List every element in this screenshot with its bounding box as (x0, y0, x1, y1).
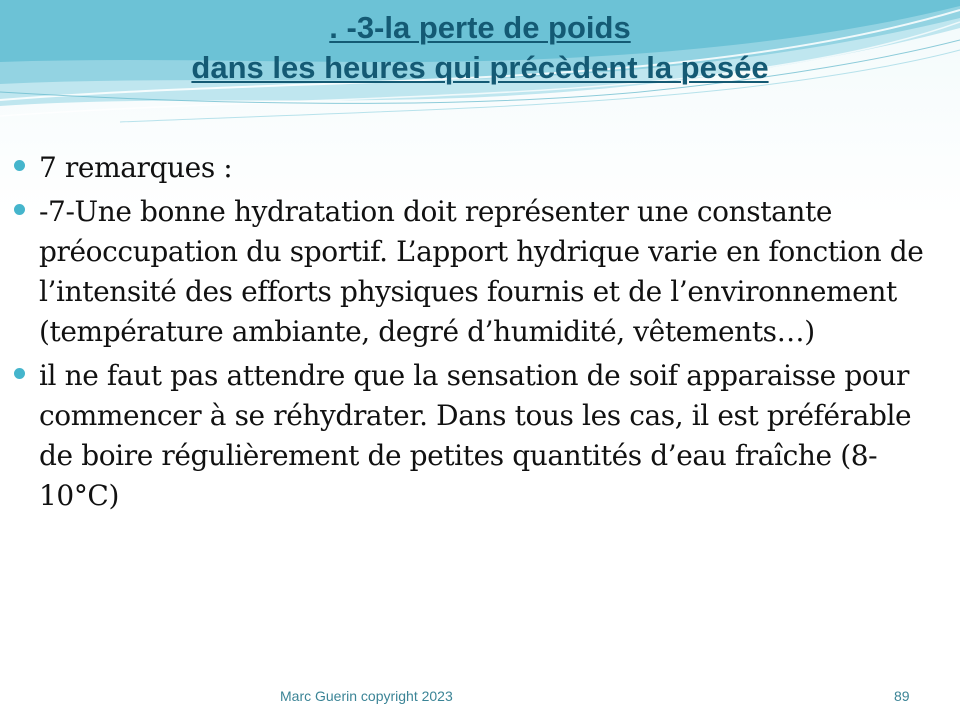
bullet-text: -7-Une bonne hydratation doit représenter une constante préoccupation du sportif. L’apport hydrique varie en fonction de l’intensité des efforts physiques fournis et de l’environnement (température ambiante, degré d’humidité, vêtements…) (39, 195, 924, 348)
bullet-text: 7 remarques : (39, 151, 233, 184)
slide-title-line-1: . -3-la perte de poids (329, 10, 631, 45)
slide-title-line-2: dans les heures qui précèdent la pesée (191, 50, 769, 85)
bullet-text: il ne faut pas attendre que la sensation de soif apparaisse pour commencer à se réhydrater. Dans tous les cas, il est préférable de boire régulièrement de petites quantités d’eau fraîche (8-10°C) (39, 359, 912, 512)
page-number: 89 (894, 688, 910, 704)
slide-title (0, 8, 960, 88)
footer-copyright: Marc Guerin copyright 2023 (280, 688, 453, 704)
bullet-dot-icon (14, 204, 25, 215)
bullet-dot-icon (14, 368, 25, 379)
bullet-list (14, 148, 944, 520)
bullet-dot-icon (14, 160, 25, 171)
bullet-item (14, 148, 944, 188)
bullet-item (14, 192, 944, 352)
bullet-item (14, 356, 944, 516)
